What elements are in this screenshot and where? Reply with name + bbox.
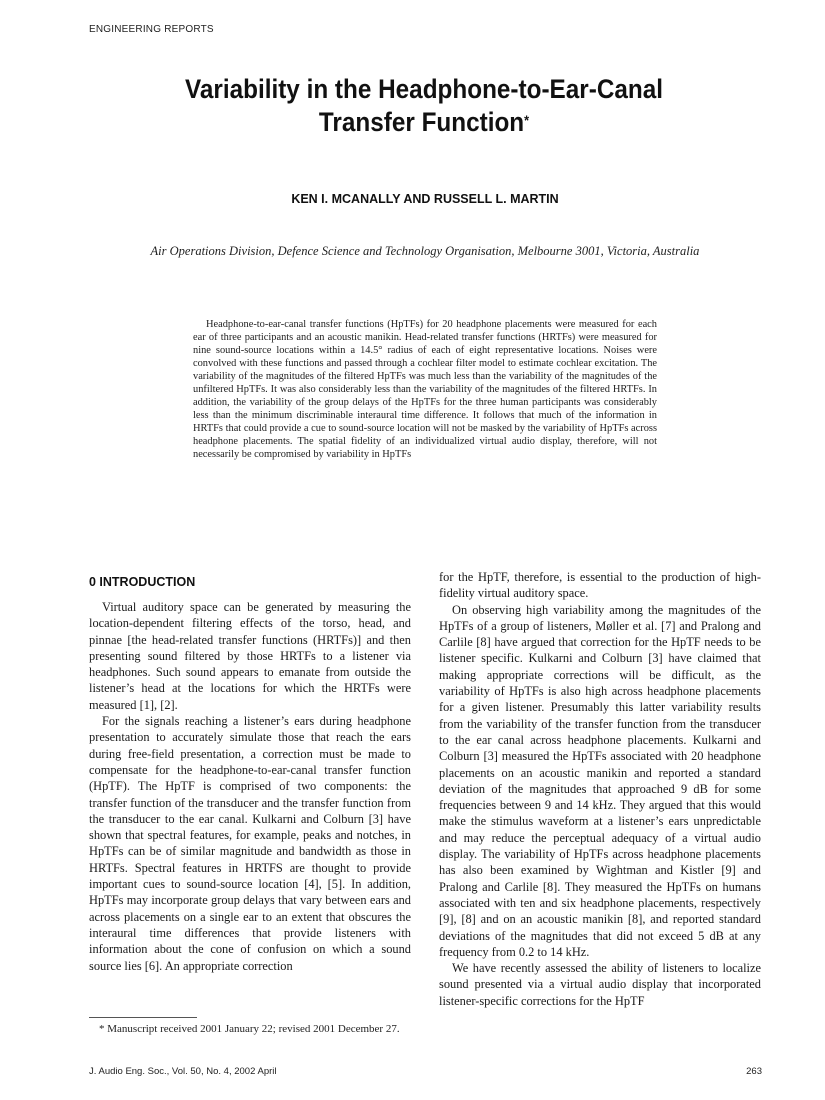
journal-citation: J. Audio Eng. Soc., Vol. 50, No. 4, 2002 April [89,1066,277,1077]
paragraph-5: We have recently assessed the ability of listeners to localize sound presented via a virtual audio display that incorporated listener-specific corrections for the HpTF [439,961,761,1008]
section-label: ENGINEERING REPORTS [89,24,214,35]
paragraph-2: For the signals reaching a listener’s ears during headphone presentation to accurately simulate those that reach the ears during free-field presentation, a correction must be made to compensate for the headphone-to-ear-canal transfer function (HpTF). The HpTF is comprised of two components: the transfer function of the transducer and the transfer function from the transducer to the ear canal. Kulkarni and Colburn [3] have shown that spectral features, for example, peaks and notches, in HpTFs can be of similar magnitude and bandwidth as those in HRTFs. Spectral features in HRTFS are thought to provide important cues to sound-source location [4], [5]. In addition, HpTFs may incorporate group delays that vary between ears and across placements on a single ear to an extent that obscures the interaural time differences that provide listeners with information about the cone of confusion on which a sound source lies [6]. An appropriate correction [89,714,411,973]
paragraph-3: for the HpTF, therefore, is essential to the production of high-fidelity virtual auditory space. [439,570,761,601]
paragraph-4: On observing high variability among the magnitudes of the HpTFs of a group of listeners, Møller et al. [7] and Pralong and Carlile [8] have argued that correction for the HpTF needs to be listener specific. Kulkarni and Colburn [3] have claimed that making appropriate corrections will be difficult, as the variability of HpTFs is also high across headphone placements for a given listener. Presumably this latter variability results from the variability of the transfer function from the transducer to the ear canal across headphone placements. Kulkarni and Colburn [3] measured the HpTFs associated with 20 headphone placements on an acoustic manikin and reported a standard deviation of the magnitudes that approached 9 dB for some frequencies between 9 and 14 kHz. They argued that this would make the stimulus waveform at a listener’s ears unpredictable and may reduce the perceptual adequacy of a virtual audio display. The variability of HpTFs across headphone placements has also been examined by Wightman and Kistler [9] and Pralong and Carlile [8]. They measured the HpTFs on humans associated with ten and six headphone placements, respectively [9], [8] and on an acoustic manikin [8], and reported standard deviations of the magnitudes that did not exceed 5 dB at any frequency from 0.2 to 14 kHz. [439,602,761,959]
authors: KEN I. MCANALLY AND RUSSELL L. MARTIN [291,192,559,206]
paper-title [132,73,715,139]
title-line-1: Variability in the Headphone-to-Ear-Canal [185,74,663,104]
left-column [89,575,411,974]
title-footnote-marker: * [524,112,530,128]
abstract: Headphone-to-ear-canal transfer functions (HpTFs) for 20 headphone placements were measured for each ear of three participants and an acoustic manikin. Head-related transfer functions (HRTFs) were measured for nine sound-source locations within a 14.5° radius of each of eight representative locations. Noises were convolved with these functions and passed through a cochlear filter model to estimate cochlear excitation. The variability of the magnitudes of the filtered HpTFs was much less than the variability of the magnitudes of the unfiltered HpTFs. It was also considerably less than the variability of the magnitudes of the filtered HRTFs. In addition, the variability of the group delays of the HpTFs for the three human participants was considerably less than the minimum discriminable interaural time difference. It follows that much of the information in HRTFs that could provide a cue to sound-source location will not be masked by the variability of HpTFs across headphone placements. The spatial fidelity of an individualized virtual audio display, therefore, will not necessarily be compromised by variability in HpTFs [193,319,657,461]
title-line-2: Transfer Function [318,107,525,137]
footnote: * Manuscript received 2001 January 22; revised 2001 December 27. [99,1023,400,1035]
section-heading: 0 INTRODUCTION [89,575,196,589]
paragraph-1: Virtual auditory space can be generated by measuring the location-dependent filtering effects of the torso, head, and pinnae [the head-related transfer functions (HRTFs)] and then presenting sound filtered by those HRTFs to a listener via headphones. Such sound appears to emanate from outside the listener’s head at the locations for which the HRTFs were measured [1], [2]. [89,600,411,712]
footnote-rule [89,1017,197,1018]
affiliation: Air Operations Division, Defence Science and Technology Organisation, Melbourne 3001, Victoria, Australia [150,244,700,258]
page-number: 263 [746,1066,762,1077]
right-column [439,569,761,1009]
